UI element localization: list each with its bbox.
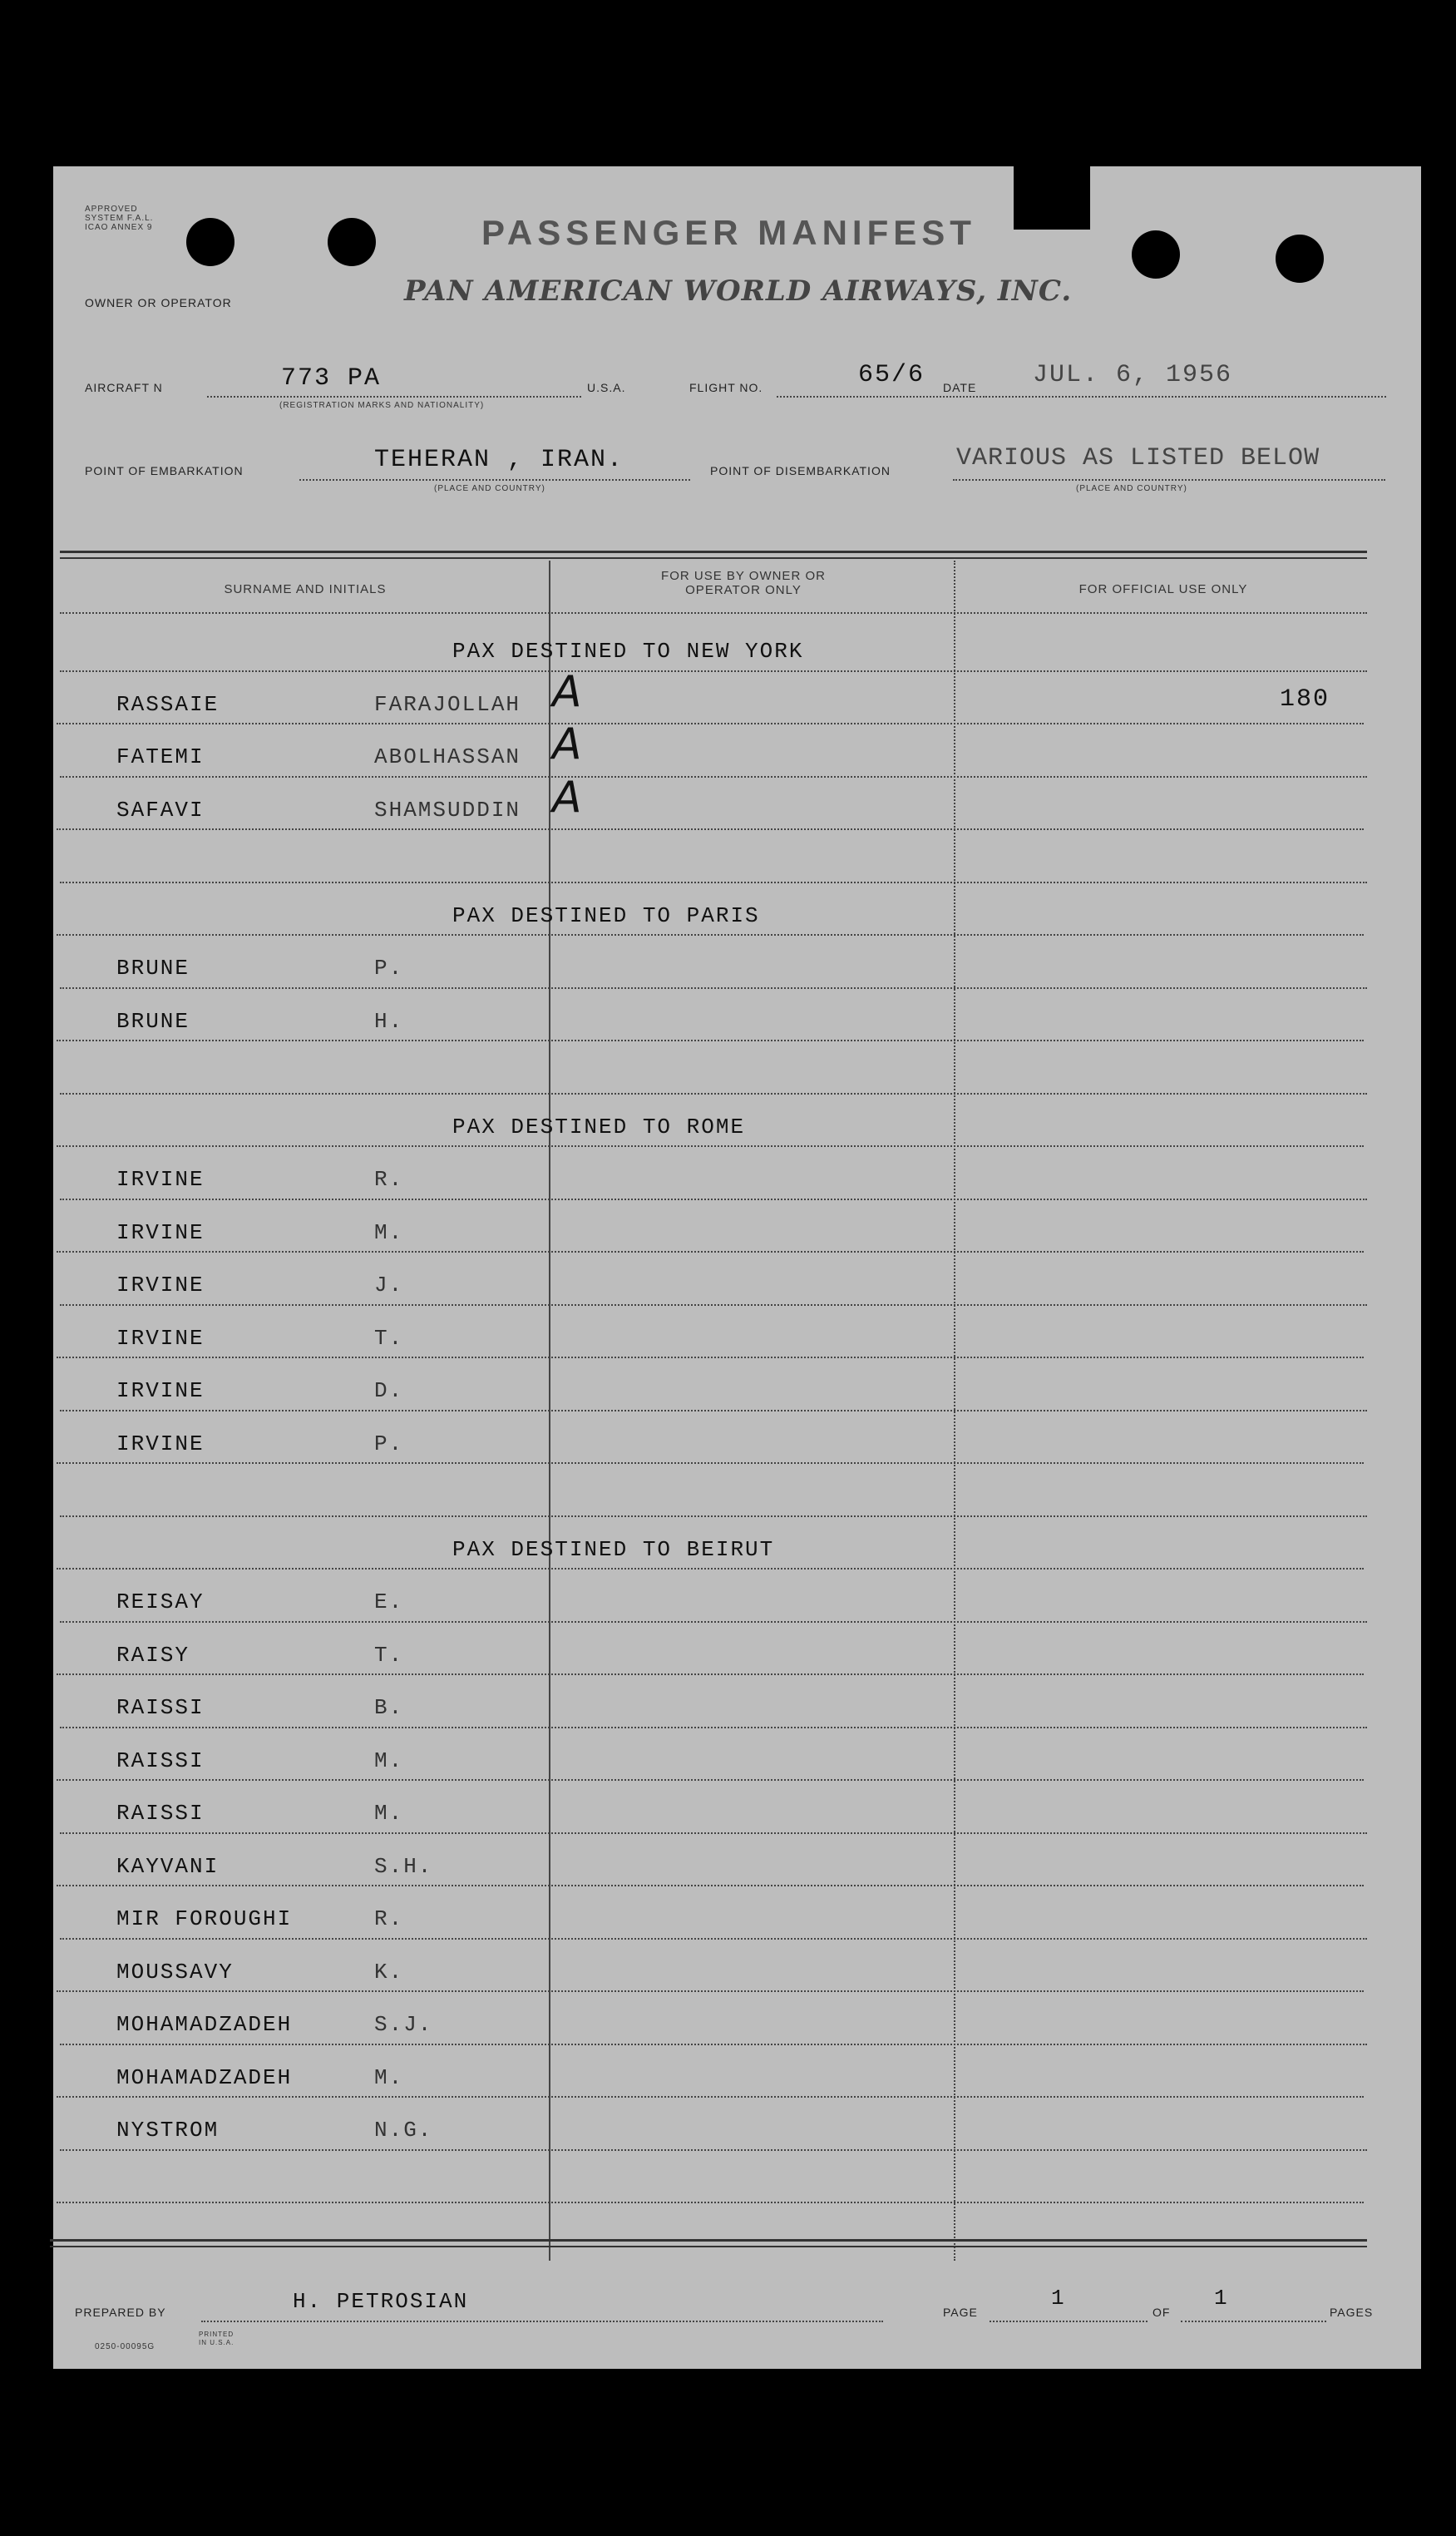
- table-row: [53, 719, 1421, 779]
- row-rule: [60, 2044, 1367, 2045]
- torn-notch: [1014, 166, 1090, 230]
- approved-line: SYSTEM F.A.L.: [85, 214, 154, 223]
- passenger-surname: RAISSI: [116, 1801, 205, 1826]
- passenger-surname: SAFAVI: [116, 797, 205, 823]
- passenger-surname: BRUNE: [116, 956, 190, 981]
- passenger-initials: ABOLHASSAN: [374, 744, 521, 769]
- row-rule: [57, 1885, 1364, 1886]
- row-rule: [60, 776, 1367, 778]
- disembarkation-caption: (PLACE AND COUNTRY): [1076, 484, 1187, 493]
- table-row: [53, 1308, 1421, 1361]
- flight-underline: [777, 396, 985, 398]
- passenger-surname: KAYVANI: [116, 1853, 220, 1879]
- blank-row: [53, 2153, 1421, 2206]
- prepared-by-underline: [201, 2321, 883, 2322]
- row-rule: [57, 1145, 1364, 1147]
- handwritten-mark: A: [552, 719, 582, 769]
- row-rule: [60, 1410, 1367, 1411]
- row-rule: [60, 1727, 1367, 1728]
- table-row: [53, 2047, 1421, 2100]
- page-total: 1: [1214, 2286, 1229, 2311]
- row-rule: [60, 1304, 1367, 1306]
- date-label: DATE: [943, 381, 977, 394]
- disembarkation-value: VARIOUS AS LISTED BELOW: [956, 444, 1320, 472]
- row-rule: [57, 1357, 1364, 1358]
- prepared-by-label: PREPARED BY: [75, 2306, 166, 2319]
- flight-number: 65/6: [858, 361, 925, 389]
- table-row: [53, 1571, 1421, 1624]
- passenger-surname: MIR FOROUGHI: [116, 1906, 293, 1931]
- passenger-surname: IRVINE: [116, 1378, 205, 1403]
- table-row: [53, 1202, 1421, 1255]
- row-rule: [57, 1462, 1364, 1464]
- passenger-surname: BRUNE: [116, 1008, 190, 1034]
- table-row: [53, 2099, 1421, 2153]
- date-underline: [983, 396, 1386, 398]
- section-heading: PAX DESTINED TO ROME: [452, 1114, 746, 1139]
- embarkation-underline: [299, 479, 690, 481]
- official-use-value: 180: [1280, 685, 1330, 714]
- section-row: [53, 620, 1421, 674]
- passenger-initials: J.: [374, 1273, 404, 1298]
- table-row: [53, 1360, 1421, 1413]
- date-value: JUL. 6, 1956: [1033, 361, 1233, 389]
- table-row: [53, 1624, 1421, 1678]
- embarkation-value: TEHERAN , IRAN.: [374, 446, 624, 474]
- blank-row: [53, 1466, 1421, 1519]
- handwritten-mark: A: [552, 666, 582, 717]
- row-rule: [60, 987, 1367, 989]
- pages-label: PAGES: [1330, 2306, 1374, 2319]
- table-row: [53, 1994, 1421, 2047]
- approved-line: APPROVED: [85, 205, 138, 214]
- passenger-surname: REISAY: [116, 1589, 205, 1614]
- printed-in: PRINTED IN U.S.A.: [199, 2331, 234, 2346]
- registration-caption: (REGISTRATION MARKS AND NATIONALITY): [279, 401, 485, 410]
- table-row: [53, 1149, 1421, 1202]
- table-top-rule: [60, 551, 1367, 553]
- passenger-initials: P.: [374, 956, 404, 981]
- passenger-initials: B.: [374, 1695, 404, 1720]
- row-rule: [57, 723, 1364, 724]
- passenger-initials: S.J.: [374, 2012, 433, 2037]
- page-number: 1: [1051, 2286, 1066, 2311]
- row-rule: [57, 2202, 1364, 2203]
- row-rule: [57, 1990, 1364, 1992]
- section-row: [53, 885, 1421, 938]
- of-underline: [1181, 2321, 1326, 2322]
- aircraft-value: 773 PA: [281, 364, 382, 393]
- passenger-initials: K.: [374, 1959, 404, 1985]
- row-rule: [57, 2096, 1364, 2098]
- table-row: [53, 1888, 1421, 1941]
- passenger-initials: T.: [374, 1642, 404, 1668]
- punch-hole: [1276, 235, 1324, 283]
- passenger-initials: M.: [374, 1219, 404, 1245]
- form-number: 0250-00095G: [95, 2342, 155, 2351]
- blank-row: [53, 1043, 1421, 1096]
- table-row: [53, 1254, 1421, 1308]
- handwritten-mark: A: [552, 772, 582, 823]
- passenger-initials: H.: [374, 1008, 404, 1034]
- passenger-initials: SHAMSUDDIN: [374, 797, 521, 823]
- table-top-rule-2: [60, 557, 1367, 559]
- row-rule: [60, 1515, 1367, 1517]
- table-row: [53, 937, 1421, 991]
- aircraft-underline: [207, 396, 581, 398]
- row-rule: [60, 1093, 1367, 1095]
- section-row: [53, 1096, 1421, 1149]
- passenger-surname: IRVINE: [116, 1167, 205, 1192]
- passenger-surname: MOUSSAVY: [116, 1959, 234, 1985]
- passenger-initials: N.G.: [374, 2118, 433, 2143]
- passenger-initials: P.: [374, 1431, 404, 1456]
- column-header-operator-use: FOR USE BY OWNER OR OPERATOR ONLY: [661, 569, 826, 597]
- disembarkation-label: POINT OF DISEMBARKATION: [710, 464, 891, 477]
- embarkation-label: POINT OF EMBARKATION: [85, 464, 244, 477]
- punch-hole: [1132, 230, 1180, 279]
- row-rule: [57, 1251, 1364, 1253]
- usa-label: U.S.A.: [587, 381, 626, 394]
- passenger-surname: FATEMI: [116, 744, 205, 769]
- manifest-sheet: [53, 166, 1421, 2369]
- embarkation-caption: (PLACE AND COUNTRY): [434, 484, 545, 493]
- row-rule: [57, 1779, 1364, 1781]
- column-header-official-use: FOR OFFICIAL USE ONLY: [1078, 582, 1248, 596]
- passenger-initials: T.: [374, 1325, 404, 1351]
- passenger-surname: RASSAIE: [116, 691, 220, 717]
- table-row: [53, 1730, 1421, 1783]
- punch-hole: [328, 218, 376, 266]
- passenger-surname: IRVINE: [116, 1219, 205, 1245]
- table-bottom-rule-2: [50, 2246, 1367, 2247]
- passenger-initials: M.: [374, 1801, 404, 1826]
- passenger-surname: RAISY: [116, 1642, 190, 1668]
- row-rule: [60, 1938, 1367, 1940]
- row-rule: [57, 1673, 1364, 1675]
- table-row: [53, 991, 1421, 1044]
- approved-block: [85, 205, 153, 232]
- row-rule: [57, 934, 1364, 936]
- row-rule: [60, 882, 1367, 883]
- passenger-surname: MOHAMADZADEH: [116, 2064, 293, 2090]
- approved-line: ICAO ANNEX 9: [85, 223, 153, 232]
- table-row: [53, 772, 1421, 833]
- row-rule: [57, 1040, 1364, 1041]
- passenger-initials: FARAJOLLAH: [374, 691, 521, 717]
- disembarkation-underline: [953, 479, 1385, 481]
- passenger-initials: D.: [374, 1378, 404, 1403]
- passenger-initials: M.: [374, 1748, 404, 1773]
- flight-label: FLIGHT NO.: [689, 381, 763, 394]
- page-label: PAGE: [943, 2306, 978, 2319]
- passenger-surname: NYSTROM: [116, 2118, 220, 2143]
- aircraft-label: AIRCRAFT N: [85, 381, 163, 394]
- owner-label: OWNER OR OPERATOR: [85, 296, 232, 309]
- passenger-initials: S.H.: [374, 1853, 433, 1879]
- passenger-surname: IRVINE: [116, 1431, 205, 1456]
- of-label: OF: [1152, 2306, 1171, 2319]
- operator-name: PAN AMERICAN WORLD AIRWAYS, INC.: [404, 274, 1073, 308]
- row-rule: [57, 1568, 1364, 1570]
- section-heading: PAX DESTINED TO NEW YORK: [452, 639, 804, 664]
- column-header-surname: SURNAME AND INITIALS: [224, 582, 387, 596]
- passenger-initials: R.: [374, 1167, 404, 1192]
- row-rule: [60, 1199, 1367, 1200]
- section-heading: PAX DESTINED TO BEIRUT: [452, 1536, 775, 1562]
- punch-hole: [186, 218, 234, 266]
- passenger-surname: IRVINE: [116, 1325, 205, 1351]
- passenger-surname: MOHAMADZADEH: [116, 2012, 293, 2037]
- header-separator: [60, 612, 1367, 614]
- passenger-surname: RAISSI: [116, 1695, 205, 1720]
- section-row: [53, 1519, 1421, 1572]
- table-bottom-rule: [50, 2239, 1367, 2242]
- page-underline: [990, 2321, 1148, 2322]
- blank-row: [53, 832, 1421, 885]
- table-row: [53, 1941, 1421, 1995]
- table-row: [53, 666, 1421, 727]
- row-rule: [60, 1621, 1367, 1623]
- row-rule: [60, 670, 1367, 672]
- passenger-initials: M.: [374, 2064, 404, 2090]
- prepared-by-value: H. PETROSIAN: [293, 2289, 469, 2314]
- row-rule: [60, 1832, 1367, 1834]
- passenger-surname: IRVINE: [116, 1273, 205, 1298]
- table-row: [53, 1677, 1421, 1730]
- passenger-surname: RAISSI: [116, 1748, 205, 1773]
- document-title: PASSENGER MANIFEST: [481, 213, 976, 252]
- passenger-initials: R.: [374, 1906, 404, 1931]
- row-rule: [60, 2149, 1367, 2151]
- section-heading: PAX DESTINED TO PARIS: [452, 902, 760, 928]
- table-row: [53, 1782, 1421, 1836]
- table-row: [53, 1836, 1421, 1889]
- passenger-initials: E.: [374, 1589, 404, 1614]
- table-row: [53, 1413, 1421, 1466]
- row-rule: [57, 828, 1364, 830]
